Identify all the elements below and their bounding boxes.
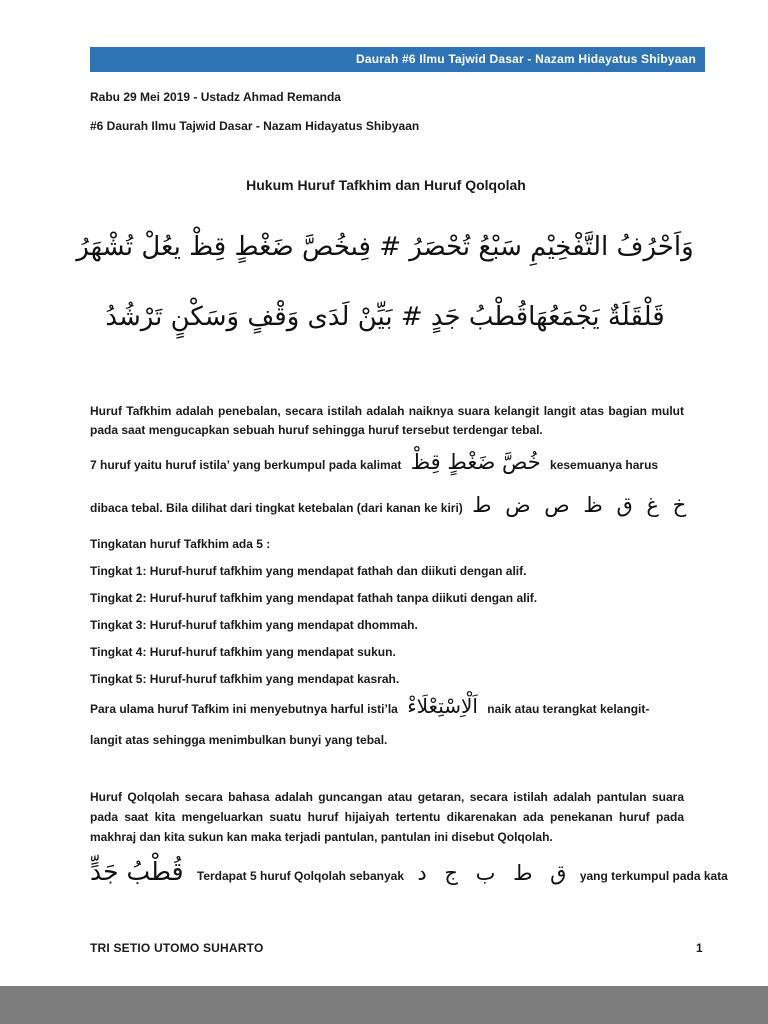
arabic-qutbu-jaddin: قُطْبُ جَدٍّ <box>90 857 184 886</box>
terdapat-text-2: yang terkumpul pada kata <box>579 869 728 883</box>
footer-page-number: 1 <box>696 941 703 955</box>
tingkat-item-2: Tingkat 2: Huruf-huruf tafkhim yang mendapat fathah tanpa diikuti dengan alif. <box>90 591 538 605</box>
nazam-arabic-line-1: وَاَحْرُفُ التَّفْخِيْمِ سَبْعُ تُحْصَرُ # فِىخُصَّ ضَغْطٍ قِظْ يعُلْ تُشْهَرُ <box>76 232 694 262</box>
tingkat-item-3: Tingkat 3: Huruf-huruf tafkhim yang mendapat dhommah. <box>90 618 418 632</box>
seven-letters-text-3: dibaca tebal. Bila dilihat dari tingkat ketebalan (dari kanan ke kiri) <box>90 501 463 515</box>
footer-author-name: TRI SETIO UTOMO SUHARTO <box>90 941 264 955</box>
arabic-al-istila: اَلْاِسْتِعْلَاءْ <box>407 694 478 718</box>
paragraph-ulama-line-2 <box>90 733 387 748</box>
terdapat-text-1: Terdapat 5 huruf Qolqolah sebanyak <box>196 869 405 883</box>
tingkat-item-1: Tingkat 1: Huruf-huruf tafkhim yang mendapat fathah dan diikuti dengan alif. <box>90 564 527 578</box>
header-banner: Daurah #6 Ilmu Tajwid Dasar - Nazam Hidayatus Shibyaan <box>90 47 705 72</box>
paragraph-terdapat-line <box>90 856 728 887</box>
arabic-tafkhim-letters: خ غ ق ظ ص ض ط <box>472 493 687 517</box>
page-title: Hukum Huruf Tafkhim dan Huruf Qolqolah <box>246 177 526 193</box>
arabic-khussa-daghtin-qith: خُصَّ ضَغْطٍ قِظْ <box>410 450 541 474</box>
tingkatan-heading: Tingkatan huruf Tafkhim ada 5 : <box>90 537 271 551</box>
nazam-arabic-line-2: قَلْقَلَةٌ يَجْمَعُهَاقُطْبُ جَدٍ # بَيِّنْ لَدَى وَقْفٍ وَسَكْنٍ تَرْشُدُ <box>105 302 665 332</box>
ulama-text-2: naik atau terangkat kelangit- <box>487 702 650 716</box>
seven-letters-text-2: kesemuanya harus <box>550 458 659 472</box>
paragraph-qolqolah-definition: Huruf Qolqolah secara bahasa adalah guncangan atau getaran, secara istilah adalah pantulan suara pada saat kita mengeluarkan suatu huruf hijaiyah tertentu dikarenakan ada penekanan huruf pada makhraj dan kita sukun kan maka terjadi pantulan, pantulan ini disebut Qolqolah. <box>90 790 684 844</box>
ulama-text-3: langit atas sehingga menimbulkan bunyi yang tebal. <box>90 733 388 747</box>
paragraph-ulama-line-1 <box>90 694 649 719</box>
tingkat-item-4: Tingkat 4: Huruf-huruf tafkhim yang mendapat sukun. <box>90 645 396 659</box>
paragraph-tafkhim-definition: Huruf Tafkhim adalah penebalan, secara istilah adalah naiknya suara kelangit langit atas bagian mulut pada saat mengucapkan sebuah huruf sehingga huruf tersebut terdengar tebal. <box>90 404 684 437</box>
arabic-qolqolah-letters: ق ط ب ج د <box>417 861 567 885</box>
date-author-line: Rabu 29 Mei 2019 - Ustadz Ahmad Remanda <box>90 90 341 104</box>
ulama-text-1: Para ulama huruf Tafkim ini menyebutnya harful isti’la <box>90 702 398 716</box>
viewer-background-strip <box>0 986 768 1024</box>
tingkat-item-5: Tingkat 5: Huruf-huruf tafkhim yang mendapat kasrah. <box>90 672 400 686</box>
paragraph-seven-letters-line-2 <box>90 492 692 518</box>
seven-letters-text-1: 7 huruf yaitu huruf istila’ yang berkumpul pada kalimat <box>90 458 402 472</box>
subject-line: #6 Daurah Ilmu Tajwid Dasar - Nazam Hidayatus Shibyaan <box>90 119 420 133</box>
paragraph-seven-letters-line-1 <box>90 449 658 475</box>
